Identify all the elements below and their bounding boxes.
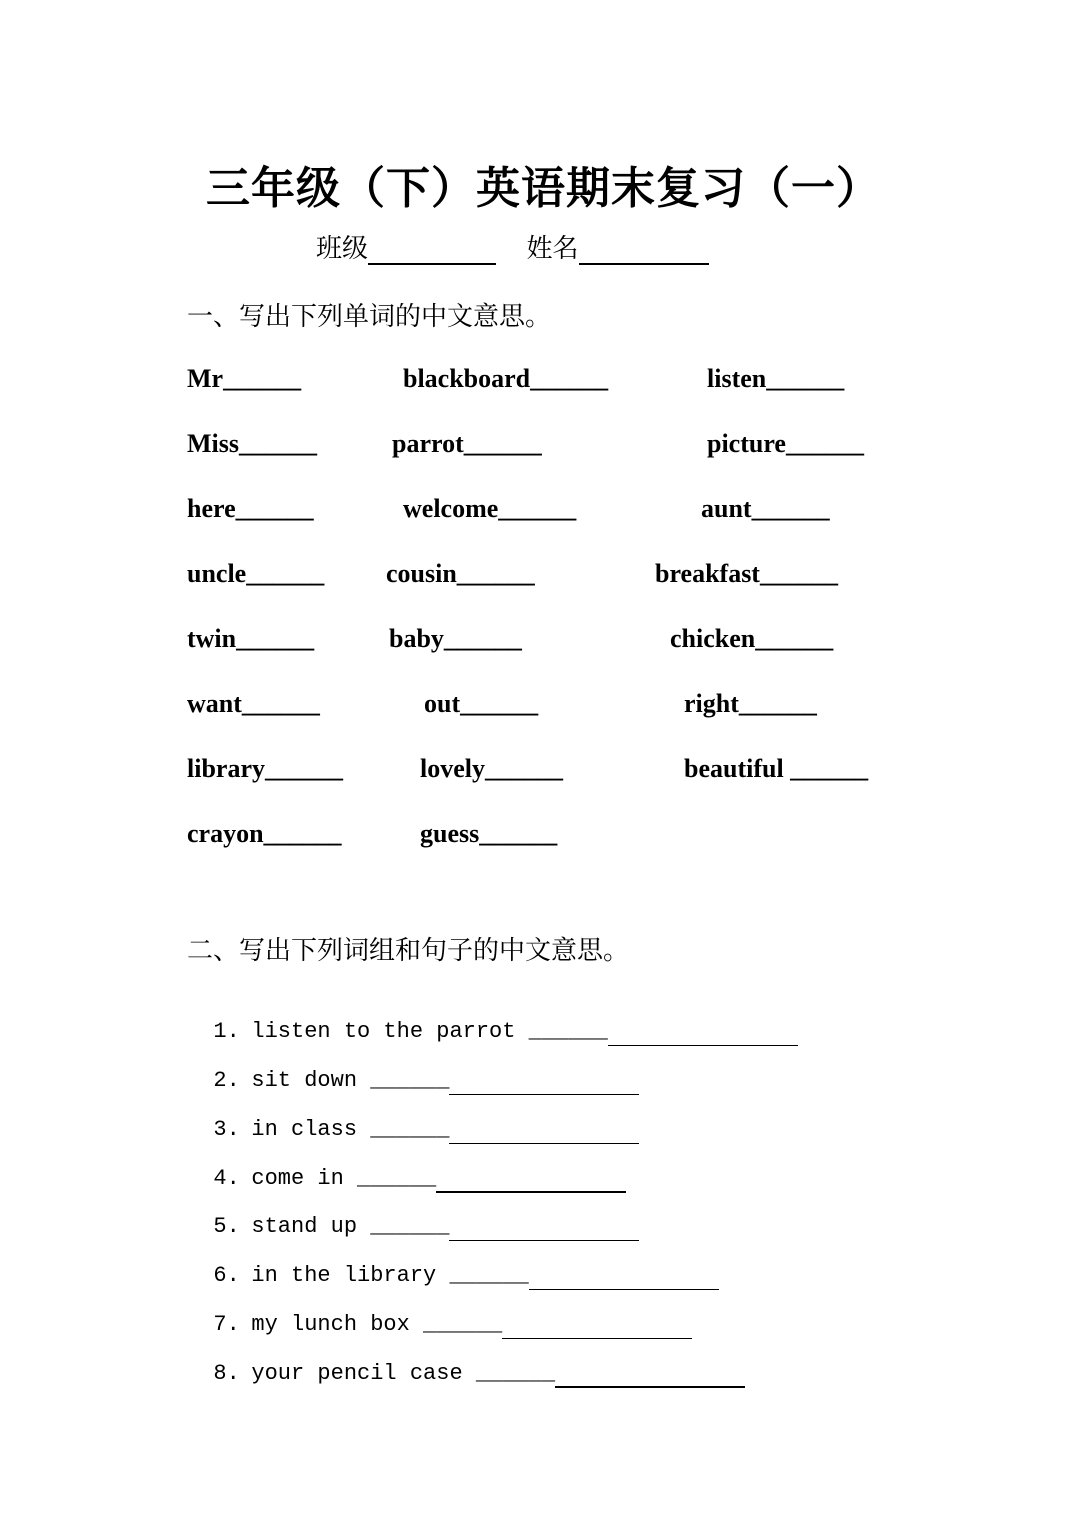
phrase-text: listen to the parrot — [251, 1019, 529, 1044]
item-number: 1. — [213, 1019, 240, 1044]
vocab-item[interactable]: baby______ — [389, 624, 522, 653]
vocab-item[interactable]: listen______ — [707, 364, 845, 393]
phrase-item — [187, 1332, 745, 1388]
vocab-item[interactable]: welcome______ — [403, 494, 577, 523]
answer-blank[interactable]: ______ — [370, 1067, 639, 1095]
phrase-text: in the library — [251, 1263, 450, 1288]
phrase-text: come in — [251, 1166, 358, 1191]
vocab-item[interactable]: parrot______ — [392, 429, 542, 458]
vocab-item[interactable]: blackboard______ — [403, 364, 609, 393]
page-title: 三年级（下）英语期末复习（一） — [206, 163, 881, 214]
vocab-item[interactable]: here______ — [187, 494, 314, 523]
vocab-item[interactable]: out______ — [424, 689, 539, 718]
answer-blank[interactable]: ______ — [423, 1311, 692, 1339]
student-info-bar — [316, 228, 709, 265]
class-field[interactable] — [368, 233, 496, 265]
vocab-item[interactable]: aunt______ — [701, 494, 830, 523]
phrase-text: sit down — [251, 1068, 371, 1093]
item-number: 8. — [213, 1361, 240, 1386]
phrase-item — [187, 1088, 639, 1144]
vocab-item[interactable]: chicken______ — [670, 624, 834, 653]
item-number: 4. — [213, 1166, 240, 1191]
item-number: 6. — [213, 1263, 240, 1288]
section1-heading: 一、写出下列单词的中文意思。 — [187, 302, 552, 332]
phrase-text: stand up — [251, 1214, 371, 1239]
phrase-item — [187, 1039, 639, 1095]
vocab-item[interactable]: right______ — [684, 689, 817, 718]
vocab-item[interactable]: uncle______ — [187, 559, 325, 588]
phrase-item — [187, 1283, 692, 1339]
phrase-text: in class — [251, 1117, 371, 1142]
vocab-item[interactable]: Mr______ — [187, 364, 302, 393]
answer-blank[interactable]: ______ — [370, 1116, 639, 1144]
phrase-text: my lunch box — [251, 1312, 424, 1337]
vocab-item[interactable]: lovely______ — [420, 754, 563, 783]
vocab-item[interactable]: guess______ — [420, 819, 558, 848]
vocab-item[interactable]: twin______ — [187, 624, 315, 653]
item-number: 7. — [213, 1312, 240, 1337]
phrase-item — [187, 990, 798, 1046]
answer-blank[interactable]: ______ — [370, 1213, 639, 1241]
answer-blank[interactable]: ______ — [476, 1360, 745, 1388]
phrase-item — [187, 1185, 639, 1241]
answer-blank[interactable]: ______ — [449, 1262, 718, 1290]
vocab-item[interactable]: crayon______ — [187, 819, 342, 848]
vocab-item[interactable]: beautiful ______ — [684, 754, 869, 783]
vocab-item[interactable]: want______ — [187, 689, 320, 718]
vocab-item[interactable]: breakfast______ — [655, 559, 838, 588]
item-number: 2. — [213, 1068, 240, 1093]
name-label: 姓名 — [526, 234, 579, 264]
answer-blank[interactable]: ______ — [357, 1165, 626, 1193]
vocab-item[interactable]: picture______ — [707, 429, 864, 458]
item-number: 3. — [213, 1117, 240, 1142]
section2-heading: 二、写出下列词组和句子的中文意思。 — [187, 936, 630, 966]
vocab-item[interactable]: library______ — [187, 754, 343, 783]
vocab-item[interactable]: cousin______ — [386, 559, 535, 588]
phrase-text: your pencil case — [251, 1361, 476, 1386]
class-label: 班级 — [316, 234, 369, 264]
answer-blank[interactable]: ______ — [529, 1018, 798, 1046]
item-number: 5. — [213, 1214, 240, 1239]
vocab-item[interactable]: Miss______ — [187, 429, 317, 458]
phrase-item — [187, 1234, 719, 1290]
name-field[interactable] — [579, 233, 709, 265]
